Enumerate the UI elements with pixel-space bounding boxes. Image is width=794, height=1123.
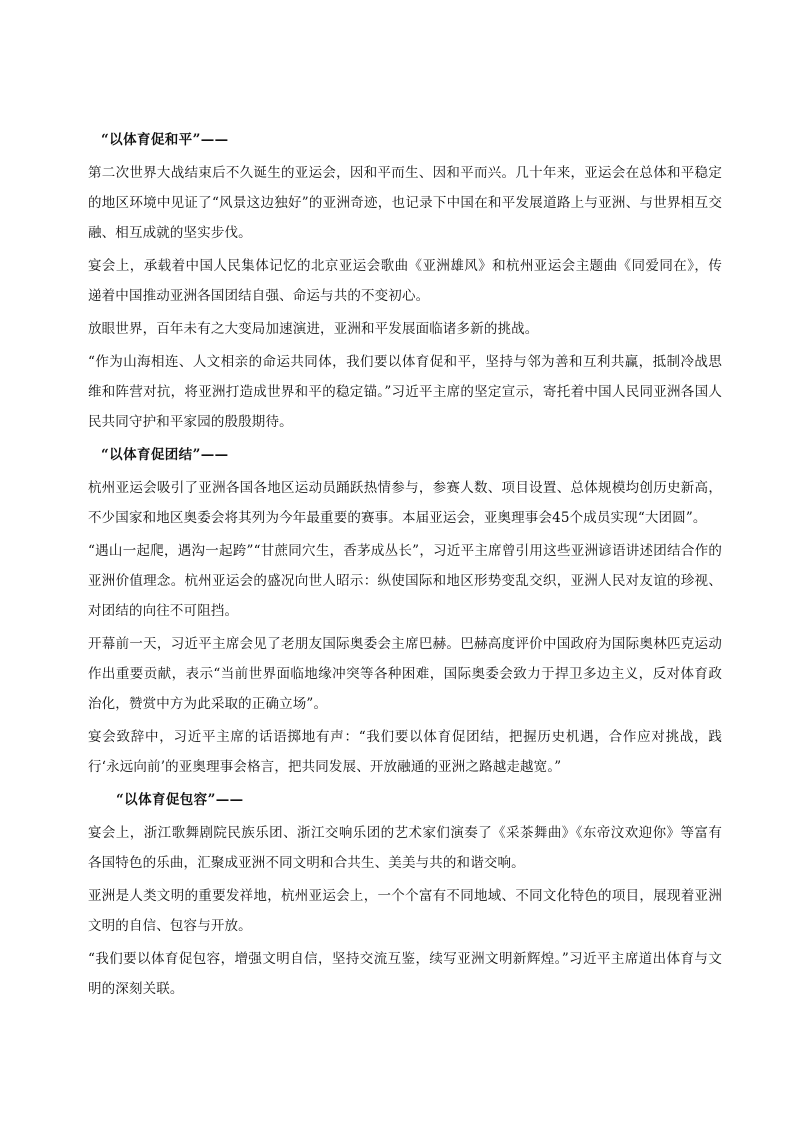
paragraph: 开幕前一天，习近平主席会见了老朋友国际奥委会主席巴赫。巴赫高度评价中国政府为国际奥林匹克运动作出重要贡献，表示“当前世界面临地缘冲突等各种困难，国际奥委会致力于捍卫多边主义，反对体育政治化，赞赏中方为此采取的正确立场”。	[88, 636, 722, 712]
paragraph: 杭州亚运会吸引了亚洲各国各地区运动员踊跃热情参与，参赛人数、项目设置、总体规模均创历史新高，不少国家和地区奥委会将其列为今年最重要的赛事。本届亚运会，亚奥理事会45个成员实现“大团圆”。	[88, 480, 722, 526]
paragraph: “遇山一起爬，遇沟一起跨”“甘蔗同穴生，香茅成丛长”，习近平主席曾引用这些亚洲谚语讲述团结合作的亚洲价值理念。杭州亚运会的盛况向世人昭示：纵使国际和地区形势变乱交织，亚洲人民对友谊的珍视、对团结的向往不可阻挡。	[88, 543, 722, 619]
section-unity	[88, 440, 722, 782]
paragraph: 第二次世界大战结束后不久诞生的亚运会，因和平而生、因和平而兴。几十年来，亚运会在总体和平稳定的地区环境中见证了“风景这边独好”的亚洲奇迹，也记录下中国在和平发展道路上与亚洲、与世界相互交融、相互成就的坚实步伐。	[88, 165, 722, 241]
section-peace	[88, 125, 722, 437]
section-heading: “以体育促和平”——	[101, 132, 229, 148]
paragraph: 亚洲是人类文明的重要发祥地，杭州亚运会上，一个个富有不同地域、不同文化特色的项目，展现着亚洲文明的自信、包容与开放。	[88, 888, 722, 934]
section-heading: “以体育促团结”——	[101, 447, 229, 463]
article-body	[88, 125, 722, 1007]
paragraph: 宴会致辞中，习近平主席的话语掷地有声：“我们要以体育促团结，把握历史机遇，合作应对挑战，践行‘永远向前’的亚奥理事会格言，把共同发展、开放融通的亚洲之路越走越宽。”	[88, 729, 722, 775]
paragraph: 宴会上，承载着中国人民集体记忆的北京亚运会歌曲《亚洲雄风》和杭州亚运会主题曲《同爱同在》，传递着中国推动亚洲各国团结自强、命运与共的不变初心。	[88, 258, 722, 304]
paragraph: “作为山海相连、人文相亲的命运共同体，我们要以体育促和平，坚持与邻为善和互利共赢，抵制冷战思维和阵营对抗，将亚洲打造成世界和平的稳定锚。”习近平主席的坚定宣示，寄托着中国人民同亚洲各国人民共同守护和平家园的殷殷期待。	[88, 354, 722, 430]
paragraph: “我们要以体育促包容，增强文明自信，坚持交流互鉴，续写亚洲文明新辉煌。”习近平主席道出体育与文明的深刻关联。	[88, 951, 722, 997]
paragraph: 放眼世界，百年未有之大变局加速演进，亚洲和平发展面临诸多新的挑战。	[88, 321, 539, 337]
section-inclusiveness	[88, 785, 722, 1004]
paragraph: 宴会上，浙江歌舞剧院民族乐团、浙江交响乐团的艺术家们演奏了《采茶舞曲》《东帝汶欢迎你》等富有各国特色的乐曲，汇聚成亚洲不同文明和合共生、美美与共的和谐交响。	[88, 825, 722, 871]
section-heading: “以体育促包容”——	[116, 792, 244, 808]
